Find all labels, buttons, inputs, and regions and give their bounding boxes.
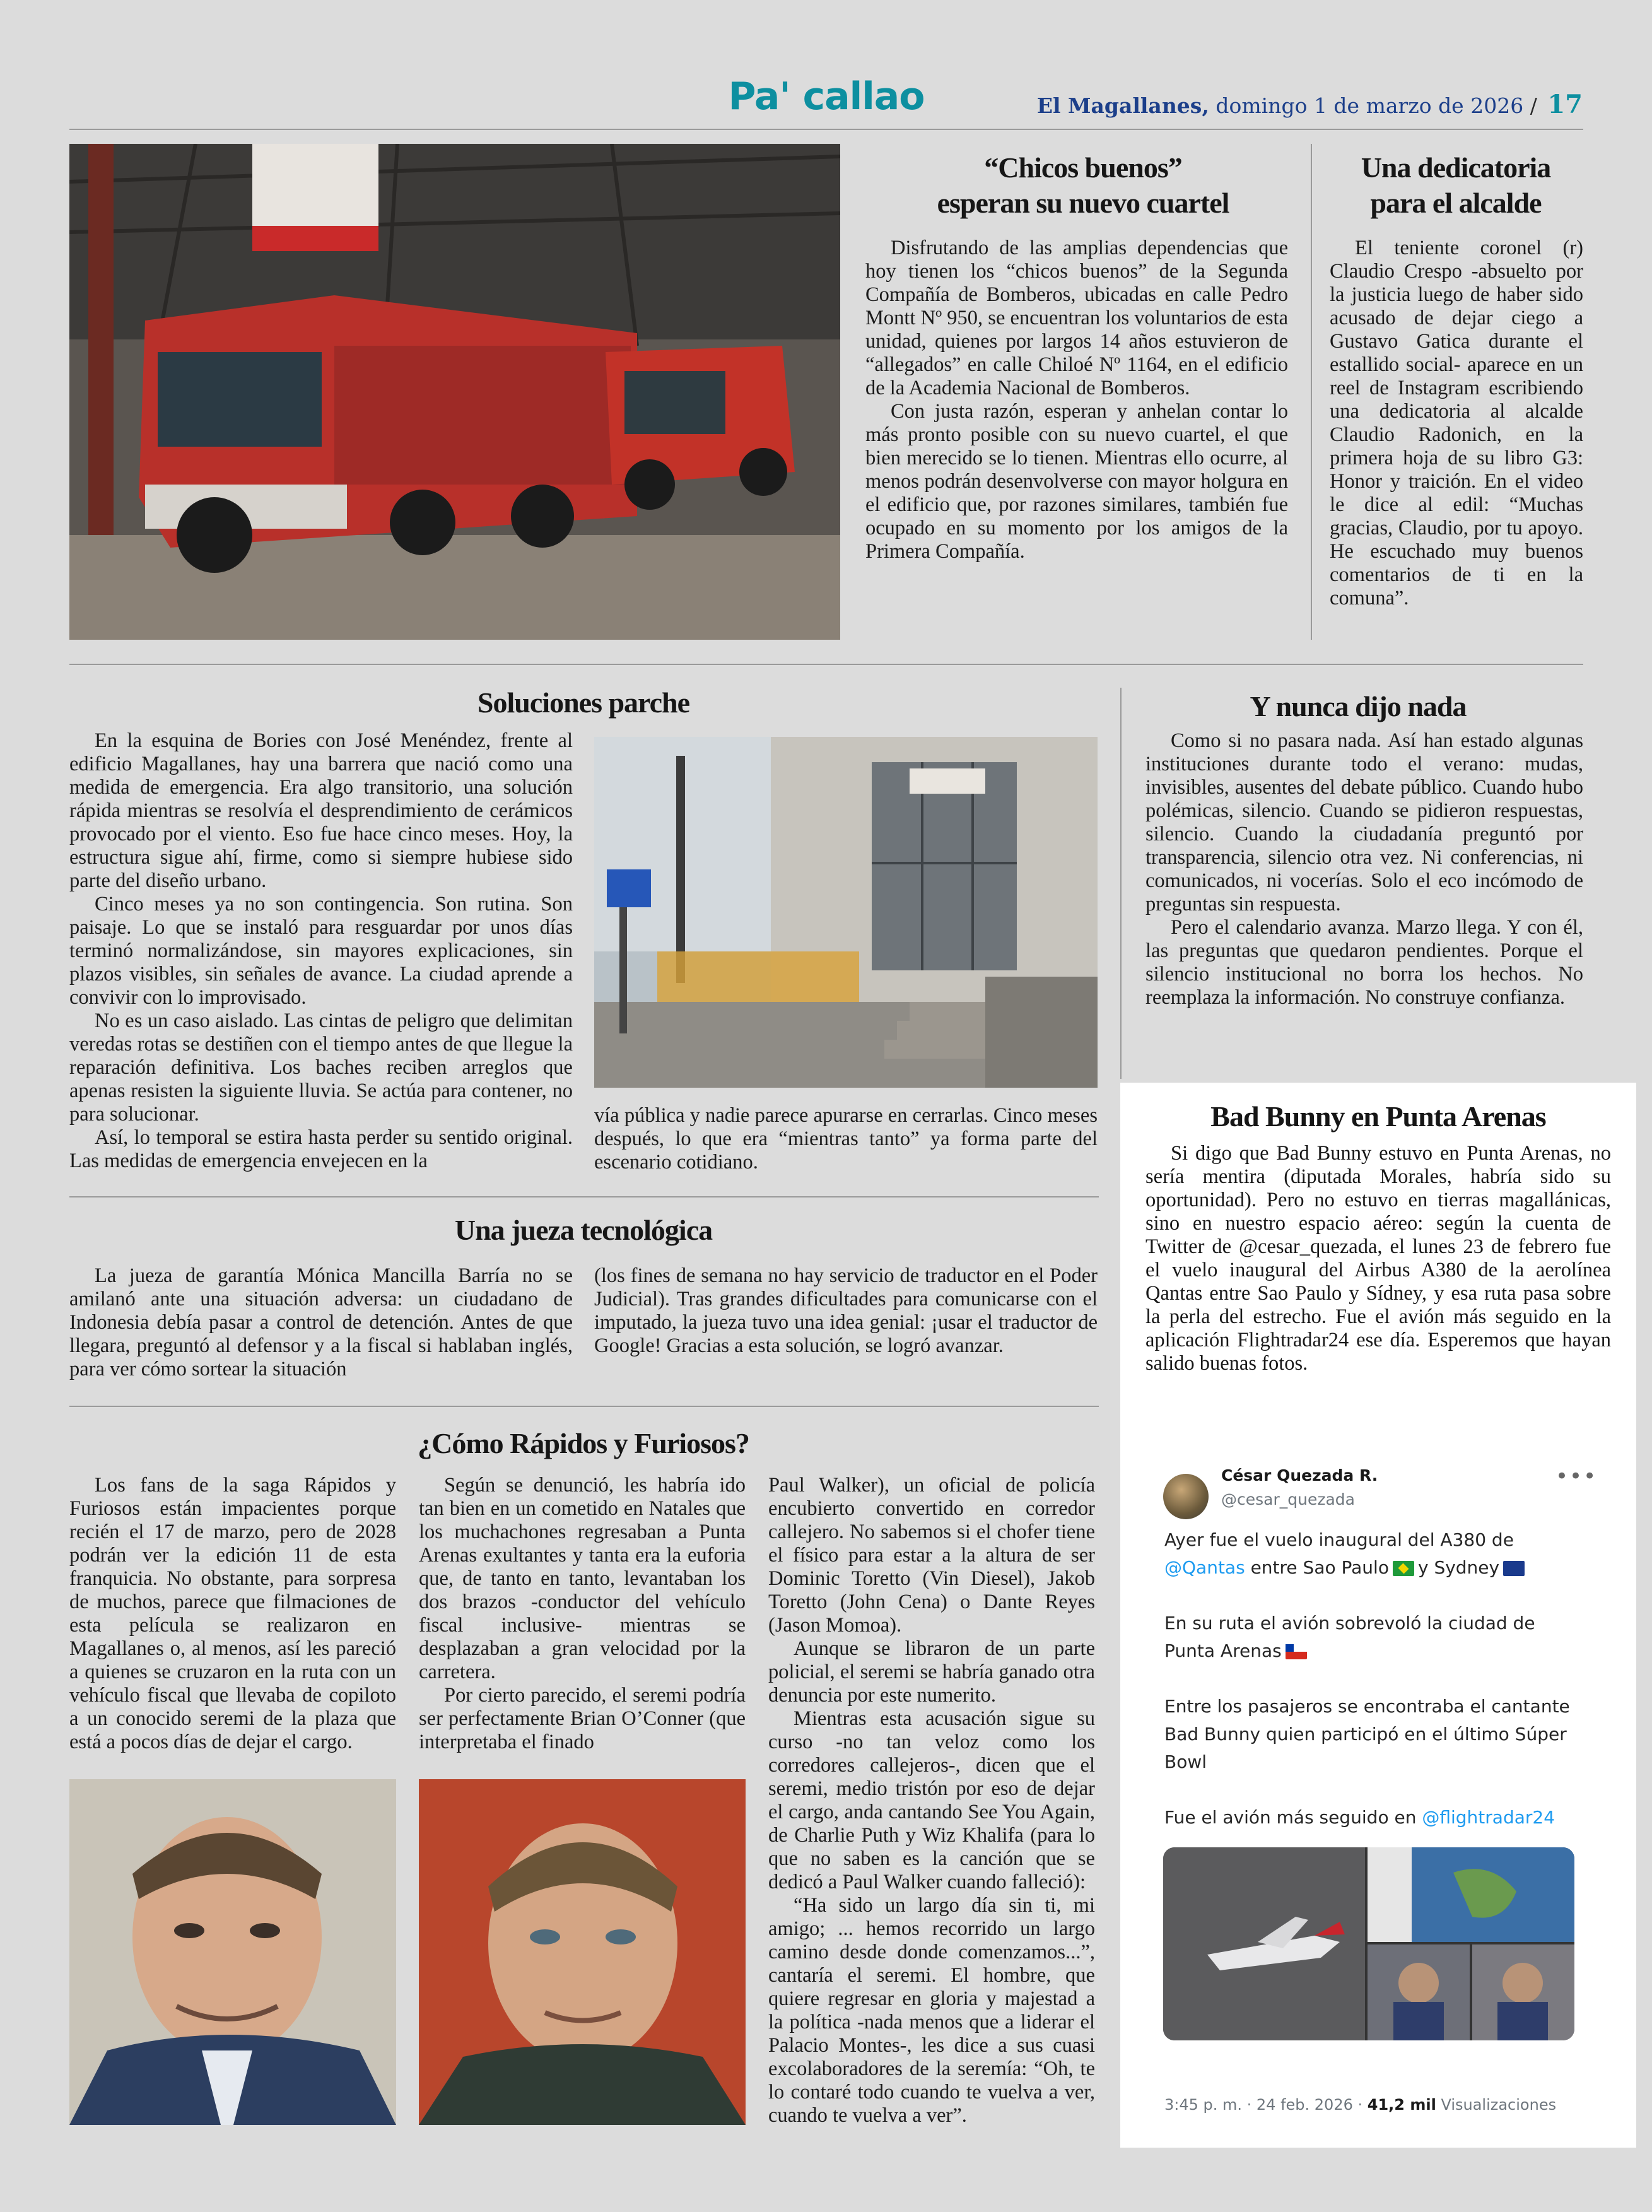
- paragraph: Por cierto parecido, el seremi podría ser perfectamente Brian O’Conner (que interpretaba el finado: [419, 1684, 746, 1753]
- soluciones-title: Soluciones parche: [477, 686, 690, 719]
- chicos-buenos-body: [865, 237, 1288, 563]
- section-rule: [69, 664, 1583, 665]
- rapidos-title: ¿Cómo Rápidos y Furiosos?: [418, 1427, 749, 1459]
- paragraph: Mientras esta acusación sigue su curso -no tan veloz como los corredores callejeros-, dicen que el seremi, medio tristón por eso de dejar el cargo, anda cantando See You Again, de Charlie Puth y Wiz Khalifa (para lo que no saben es la canción que se dedicó a Paul Walker cuando falleció):: [768, 1707, 1095, 1893]
- bad-bunny-body: [1145, 1142, 1611, 1375]
- rapidos-body-col2: [419, 1474, 746, 1754]
- folio: [1037, 90, 1583, 119]
- bad-bunny-panel: [1120, 1083, 1636, 2148]
- tweet-meta: [1164, 2096, 1556, 2114]
- dedicatoria-title-line1: Una dedicatoria: [1361, 151, 1551, 184]
- folio-separator: /: [1530, 93, 1537, 118]
- qantas-mention-link[interactable]: @Qantas: [1164, 1557, 1245, 1578]
- tweet-text-line: Bowl: [1164, 1751, 1207, 1772]
- paragraph: Si digo que Bad Bunny estuvo en Punta Arenas, no sería mentira (diputada Morales, habría sido su oportunidad). Pero no estuvo en tierras magallánicas, sino en nuestro espacio aéreo: según la cuenta de Twitter de @cesar_quezada, el lunes 23 de febrero fue el vuelo inaugural del Airbus A380 de la aerolínea Qantas entre Sao Paulo y Sídney, y esa ruta pasa sobre la perla del estrecho. Fue el avión más seguido en la aplicación Flightradar24 ese día. Esperemos que hayan salido buenas fotos.: [1145, 1142, 1611, 1375]
- tweet-text-line: Bad Bunny quien participó en el último Súper: [1164, 1724, 1567, 1744]
- paragraph: Disfrutando de las amplias dependencias que hoy tienen los “chicos buenos” de la Segunda Compañía de Bomberos, ubicadas en calle Pedro Montt Nº 950, se encuentran los voluntarios de esta unidad, quienes por largos 14 años estuvieron de “allegados” en calle Chiloé Nº 1164, en el edificio de la Academia Nacional de Bomberos.: [865, 237, 1288, 399]
- column-rule: [1120, 688, 1122, 1079]
- rapidos-body-col1: [69, 1474, 396, 1754]
- rapidos-body-col3: [768, 1474, 1095, 2127]
- flag-australia-icon: [1503, 1561, 1525, 1576]
- nunca-dijo-title: Y nunca dijo nada: [1250, 690, 1467, 722]
- section-rule: [69, 1406, 1099, 1407]
- paragraph: En la esquina de Bories con José Menéndez, frente al edificio Magallanes, hay una barrera que nació como una medida de emergencia. Era algo transitorio, una solución rápida mientras se resolvía el desprendimiento de cerámicos provocado por el viento. Eso fue hace cinco meses. Hoy, la estructura sigue ahí, firme, como si siempre hubiese sido parte del diseño urbano.: [69, 729, 573, 892]
- header-rule: [69, 129, 1583, 130]
- paragraph: Como si no pasara nada. Así han estado algunas instituciones durante todo el verano: mudas, invisibles, ausentes del debate público. Cuando hubo polémicas, silencio. Cuando se pidieron respuestas, silencio. Cuando la ciudadanía preguntó por transparencia, silencio otra vez. Ni conferencias, ni comunicados, ni vocerías. Solo el eco incómodo de preguntas sin respuesta.: [1145, 729, 1583, 915]
- chicos-buenos-title: [865, 150, 1301, 221]
- paragraph: Los fans de la saga Rápidos y Furiosos están impacientes porque recién el 17 de marzo, pero de 2028 podrán ver la edición 11 de esta franquicia. No obstante, para sorpresa de muchos, parece que filmaciones de esta película se realizaron en Magallanes o, al menos, así les pareció a quienes se cruzaron en la ruta con un vehículo fiscal que llevaba de copiloto a un conocido seremi de la plaza que está a pocos días de dejar el cargo.: [69, 1474, 396, 1753]
- tweet-text-line: Ayer fue el vuelo inaugural del A380 de: [1164, 1529, 1514, 1550]
- paul-walker-portrait-photo: [419, 1779, 746, 2125]
- section-title: Pa' callao: [728, 74, 925, 119]
- tweet-text-line: [1164, 1555, 1528, 1581]
- page-number: 17: [1547, 90, 1583, 119]
- paragraph: (los fines de semana no hay servicio de traductor en el Poder Judicial). Tras grandes dificultades para comunicarse con el imputado, la jueza tuvo una idea genial: ¡usar el traductor de Google! Gracias a esta solución, se logró avanzar.: [594, 1264, 1098, 1357]
- bad-bunny-title: Bad Bunny en Punta Arenas: [1210, 1100, 1546, 1132]
- tweet-views-label: Visualizaciones: [1441, 2096, 1557, 2114]
- tweet-text-line: Entre los pasajeros se encontraba el cantante: [1164, 1696, 1570, 1717]
- paragraph: Cinco meses ya no son contingencia. Son rutina. Son paisaje. Lo que se instaló para resguardar por unos días terminó normalizándose, sin mayores explicaciones, sin plazos visibles, sin señales de avance. La ciudad aprende a convivir con lo improvisado.: [69, 893, 573, 1009]
- chicos-buenos-title-line2: esperan su nuevo cuartel: [937, 187, 1229, 219]
- dedicatoria-title: [1323, 150, 1588, 221]
- jueza-title: Una jueza tecnológica: [454, 1214, 713, 1246]
- paragraph: “Ha sido un largo día sin ti, mi amigo; ... hemos recorrido un largo camino desde donde comenzamos...”, cantaría el seremi. El hombre, que quiere regresar en gloria y majestad a la política -nada menos que a liderar el Palacio Montes-, les dice a sus cuasi excolaboradores de la seremía: “Oh, te lo contaré todo cuando te vuelva a ver, cuando te vuelva a ver”.: [768, 1894, 1095, 2127]
- paragraph: La jueza de garantía Mónica Mancilla Barría no se amilanó ante una situación adversa: un ciudadano de Indonesia debía pasar a control de detención. Antes de que llegara, preguntó al defensor y a la fiscal si hablaban inglés, para ver cómo sortear la situación: [69, 1264, 573, 1380]
- column-rule: [1311, 144, 1312, 640]
- tweet-text-line: [1164, 1638, 1311, 1664]
- tweet-timestamp[interactable]: 3:45 p. m. · 24 feb. 2026 ·: [1164, 2096, 1363, 2114]
- paragraph: Aunque se libraron de un parte policial, el seremi se habría ganado otra denuncia por este numerito.: [768, 1637, 1095, 1707]
- dedicatoria-body: [1330, 237, 1583, 610]
- tweet-text: y Sydney: [1417, 1557, 1500, 1578]
- paragraph: Así, lo temporal se estira hasta perder su sentido original. Las medidas de emergencia envejecen en la: [69, 1126, 573, 1172]
- paragraph: Pero el calendario avanza. Marzo llega. Y con él, las preguntas que quedaron pendientes. Porque el silencio institucional no borra los hechos. No reemplaza la información. No construye confianza.: [1145, 916, 1583, 1009]
- tweet-text-line: En su ruta el avión sobrevoló la ciudad de: [1164, 1613, 1535, 1633]
- more-options-icon[interactable]: •••: [1555, 1464, 1598, 1489]
- fire-trucks-photo: [69, 144, 840, 640]
- barrier-street-photo: [594, 737, 1098, 1088]
- tweet-author-handle[interactable]: @cesar_quezada: [1221, 1490, 1355, 1509]
- tweet-author-name[interactable]: César Quezada R.: [1221, 1466, 1378, 1485]
- paragraph: Según se denunció, les habría ido tan bien en un cometido en Natales que los muchachones regresaban a Punta Arenas exultantes y tanta era la euforia que, de tanto en tanto, levantaban los dos brazos -conductor del vehículo fiscal inclusive- mientras se desplazaban a gran velocidad por la carretera.: [419, 1474, 746, 1683]
- tweet-avatar[interactable]: [1163, 1474, 1209, 1519]
- newspaper-name: El Magallanes,: [1036, 93, 1209, 118]
- seremi-portrait-photo: [69, 1779, 396, 2125]
- tweet-views-count: 41,2 mil: [1367, 2096, 1436, 2114]
- soluciones-body-col1: [69, 729, 573, 1173]
- paragraph: vía pública y nadie parece apurarse en cerrarlas. Cinco meses después, lo que era “mientras tanto” ya forma parte del escenario cotidiano.: [594, 1104, 1098, 1174]
- paragraph: No es un caso aislado. Las cintas de peligro que delimitan veredas rotas se destiñen con el tiempo antes de que llegue la reparación definitiva. Los baches reciben arreglos que apenas resisten la siguiente lluvia. Se actúa para contener, no para solucionar.: [69, 1009, 573, 1126]
- flag-brazil-icon: [1393, 1561, 1414, 1576]
- soluciones-body-col2: [594, 1104, 1098, 1174]
- tweet-text: entre Sao Paulo: [1250, 1557, 1389, 1578]
- tweet-text: Punta Arenas: [1164, 1640, 1282, 1661]
- section-rule: [69, 1196, 1099, 1197]
- paragraph: Con justa razón, esperan y anhelan contar lo más pronto posible con su nuevo cuartel, el que bien merecido se lo tienen. Mientras ello ocurre, al menos podrán desenvolverse con mayor holgura en el edificio que, por razones similares, también fue ocupado en su momento por los amigos de la Primera Compañía.: [865, 400, 1288, 563]
- tweet-media-grid[interactable]: [1163, 1847, 1574, 2040]
- tweet-text: Fue el avión más seguido en: [1164, 1807, 1417, 1828]
- jueza-body-col1: [69, 1264, 573, 1381]
- paragraph: Paul Walker), un oficial de policía encubierto convertido en corredor callejero. No sabemos si el chofer tiene el físico para estar a la altura de ser Dominic Toretto (Vin Diesel), Jakob Toretto (John Cena) o Dante Reyes (Jason Momoa).: [768, 1474, 1095, 1637]
- flag-chile-icon: [1286, 1644, 1307, 1659]
- issue-date: domingo 1 de marzo de 2026: [1216, 93, 1524, 118]
- tweet-text-line: [1164, 1804, 1555, 1831]
- dedicatoria-title-line2: para el alcalde: [1370, 187, 1542, 219]
- nunca-dijo-body: [1145, 729, 1583, 1009]
- chicos-buenos-title-line1: “Chicos buenos”: [984, 151, 1182, 184]
- paragraph: El teniente coronel (r) Claudio Crespo -absuelto por la justicia luego de haber sido acusado de dejar ciego a Gustavo Gatica durante el estallido social- aparece en un reel de Instagram escribiendo una dedicatoria al alcalde Claudio Radonich, en la primera hoja de su libro G3: Honor y traición. En el video le dice al edil: “Muchas gracias, Claudio, por tu apoyo. He escuchado muy buenos comentarios de ti en la comuna”.: [1330, 237, 1583, 609]
- jueza-body-col2: [594, 1264, 1098, 1358]
- flightradar-mention-link[interactable]: @flightradar24: [1422, 1807, 1555, 1828]
